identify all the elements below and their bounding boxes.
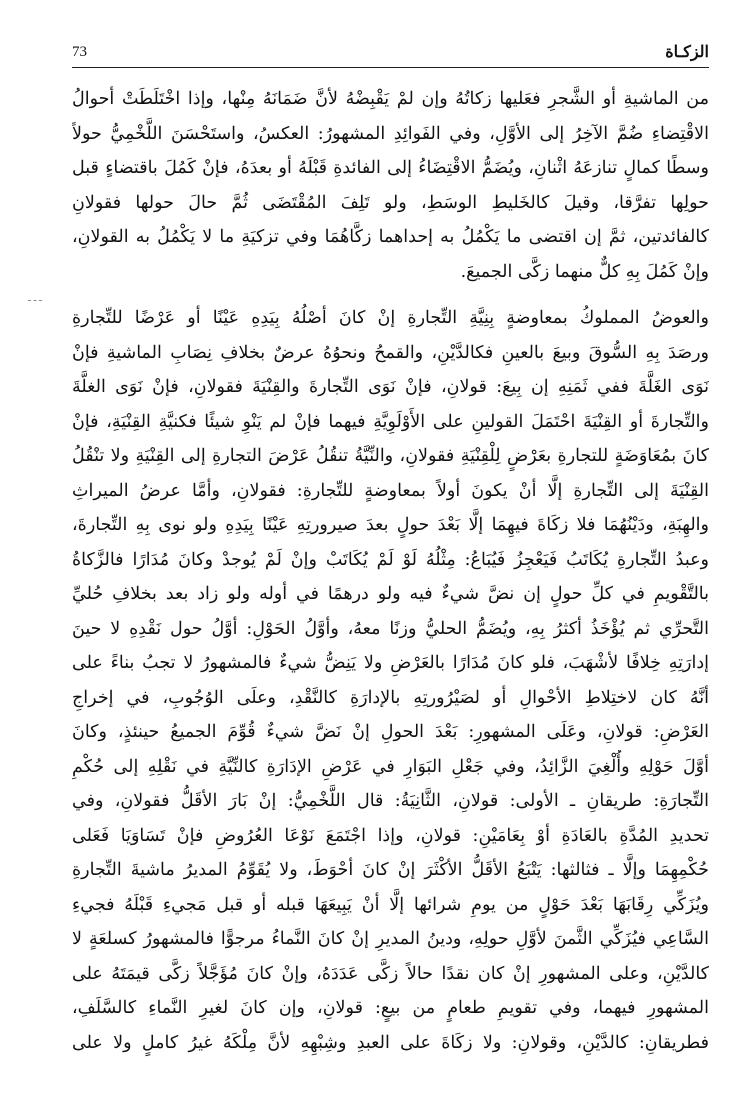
paragraph-zakat-collection — [72, 82, 709, 289]
text-line: التَّحرِّي ثم يُؤْخَذُ أكثرُ بِهِ، ويُضَمُّ الحليُّ وزنًا معهُ، وأوَّلُ الحَوْلِ: أوَّلُ حول نَقْدِهِ لا حينَ — [72, 618, 709, 639]
text-line: وسطًا كمالٍ تنازعَهُ اثْنانِ، ويُضَمُّ الاقْتِضَاءُ إلى الفائدةِ قَبْلَهُ أو بعدَهُ، فإنْ كَمُلَ باقتضاءٍ قبل — [72, 158, 709, 178]
text-line: العَرْضِ: قولانِ، وعَلَى المشهورِ: بَعْدَ الحولِ إنْ نَضَّ شيءٌ قُوِّمَ الجميعُ حينئذٍ، وكانَ — [72, 722, 709, 742]
text-line: إدارَتِهِ خِلافًا لأشْهَبَ، فلو كانَ مُدَارًا بالعَرْضِ ولا يَنِضُّ شيءٌ فالمشهورُ لا تجبُ بناءً على — [72, 653, 709, 673]
text-line: الاقْتِضاءِ ضُمَّ الآخِرُ إلى الأوَّلِ، وفي الفَوائِدِ المشهورُ: العكسُ، واستَحْسَنَ اللَّخْمِيُّ حولاً — [72, 123, 709, 144]
text-line: حولِها تفرَّقا، وقيلَ كالخَليطِ الوسَطِ، ولو تَلِفَ المُقْتَضَى ثُمَّ حالَ حولها فقولانِ — [72, 192, 709, 213]
text-line: السَّاعِي فيُزَكِّي الثَّمنَ لأوَّلِ حولِهِ، ودينُ المديرِ إنْ كانَ النَّماءُ مرجوًّا فالمشهورُ كسلعَةٍ لا — [72, 929, 709, 949]
text-line: ورصَدَ بِهِ السُّوقَ وبيعَ بالعينِ فكالدَّيْنِ، والقمحُ ونحوُهُ عرضٌ بخلافِ نِصَابِ الماشيةِ فإنْ — [72, 342, 709, 363]
text-line: بالتَّقْويمِ في كلِّ حولٍ إن نضَّ شيءٌ فيه ولو درهمًا في أوله ولو زاد بعد بخلافِ حُليِّ — [72, 584, 709, 604]
text-line: أوَّلَ حَوْلِهِ وأُلْغِيَ الزَّائِدُ، وفي جَعْلِ البَوَارِ في عَرْضِ الإدَارَةِ كالنِّيَّةِ في نَقْلِهِ إلى حُكْمِ — [72, 756, 709, 777]
text-line: وإنْ كَمُلَ بِهِ كلٌّ منهما زكَّى الجميعَ. — [460, 261, 709, 282]
paragraph-trade-goods — [72, 301, 709, 1060]
text-line: تحديدِ المُدَّةِ بالعَادَةِ أوْ بِعَامَيْنِ: قولانِ، وإذا اجْتَمَعَ نَوْعَا العُرُوضِ فإنْ تَسَاوَيَا فَعَلى — [72, 825, 709, 846]
book-page — [72, 38, 709, 1078]
text-line: فطريقانِ: كالدَّيْنِ، وقولانِ: ولا زكَاةَ على العبدِ وشِبْهِهِ لأنَّ مِلْكَهُ غيرُ كاملٍ ولا على — [72, 1032, 709, 1053]
text-line: من الماشيةِ أو الشَّجرِ فعَليها زكاتُهُ وإن لمْ يَقْبِضْهُ لأنَّ ضَمَانَهُ مِنْها، وإذا اخْتَلَطَتْ أحوالُ — [72, 89, 709, 109]
running-head — [72, 38, 709, 68]
text-line: كالفائدتين، ثمَّ إن اقتضى ما يَكْمُلُ به إحداهما زكَّاهُمَا وفي تزكيَةِ ما لا يَكْمُلُ به القولانِ، — [72, 227, 709, 247]
text-line: كانَ بمُعَاوَضَةٍ للتجارةِ بعَرْضٍ لِلْقِنْيَةِ فقولانِ، والنِّيَّةُ تنقُلُ عَرْضَ التجارةِ إلى القِنْيَةِ ولا تنْقُلُ — [72, 446, 709, 466]
margin-mark — [28, 300, 42, 301]
text-line: والتِّجارةَ أو القِنْيَةَ احْتَمَلَ القولينِ على الأَوْلَوِيَّةِ فيهما فإنْ لم يَنْوِ شيئًا فكنيَّةِ القِنْيَةِ، فإنْ — [72, 411, 709, 432]
text-line: كالدَّيْنِ، وعلى المشهورِ إنْ كان نقدًا حالاً زكَّى عَدَدَهُ، وإنْ كانَ مُؤَجَّلاً زكَّى قيمَتَهُ على — [72, 963, 709, 984]
page-number: 73 — [72, 44, 87, 60]
body-text — [72, 82, 709, 1060]
text-line: والعوضُ المملوكُ بمعاوضةٍ بِنِيَّةِ التِّجارةِ إنْ كانَ أصْلُهُ بِيَدِهِ عَيْنًا أو عَرْضًا للتِّجارةِ — [72, 308, 709, 328]
text-line: والهِبَةِ، ودَيْنُهُمَا فلا زكَاةَ فيهِمَا إلَّا بَعْدَ حولٍ بعدَ صيرورتِهِ عَيْنًا بِيَدِهِ ولو نوى بِهِ التِّجارةَ، — [72, 515, 709, 535]
text-line: وعبدُ التِّجارةِ يُكَاتَبُ فَيَعْجِزُ فَيُبَاعُ: مِثْلُهُ لَوْ لَمْ يُكَاتَبْ وإنْ لَمْ يُوجدْ وكانَ مُدَارًا فالزَّكاةُ — [72, 549, 709, 570]
text-line: القِنْيَةَ إلى التِّجارةِ إلَّا أنْ يكونَ أولاً بمعاوضةٍ للتِّجارةِ: فقولانِ، وأمَّا عرضُ الميراثِ — [72, 480, 709, 501]
text-line: أنَّهُ كان لاختِلاطِ الأحْوالِ أو لصَيْرُورتِهِ بالإدارَةِ كالنَّقْدِ، وعلَى الوُجُوبِ، في إخراجِ — [72, 687, 709, 708]
chapter-title: الزكـاة — [665, 42, 709, 61]
text-line: ويُزَكِّي رِقَابَهَا بَعْدَ حَوْلٍ من يومِ شرائها إلَّا أنْ يَبِيعَهَا قبله أو قبل مَجيءِ قَبْلَهُ فجيءِ — [72, 894, 709, 915]
text-line: المشهورِ فيهما، وفي تقويمِ طعامٍ من بيعٍ: قولانِ، وإن كانَ لغيرِ النَّماءِ كالسَّلَفِ، — [72, 998, 709, 1018]
text-line: التِّجارَةِ: طريقانِ ـ الأولى: قولانِ، الثَّانِيَةُ: قال اللَّخْمِيُّ: إنْ بَارَ الأقَلُّ فقولانِ، وفي — [72, 791, 709, 811]
text-line: نَوَى الغَلَّةَ ففي ثَمَنِهِ إن بِيعَ: قولانِ، فإنْ نَوَى التِّجارةَ والقِنْيَةَ فقولانِ، فإنْ نَوَى الغلَّةَ — [72, 377, 709, 397]
text-line: حُكْمِهِمَا وإلَّا ـ فثالثها: يَتْبَعُ الأقَلُّ الأكْثَرَ إنْ كانَ أحْوَطَ، ولا يُقَوِّمُ المديرُ ماشيةَ التِّجارةِ — [72, 860, 709, 880]
